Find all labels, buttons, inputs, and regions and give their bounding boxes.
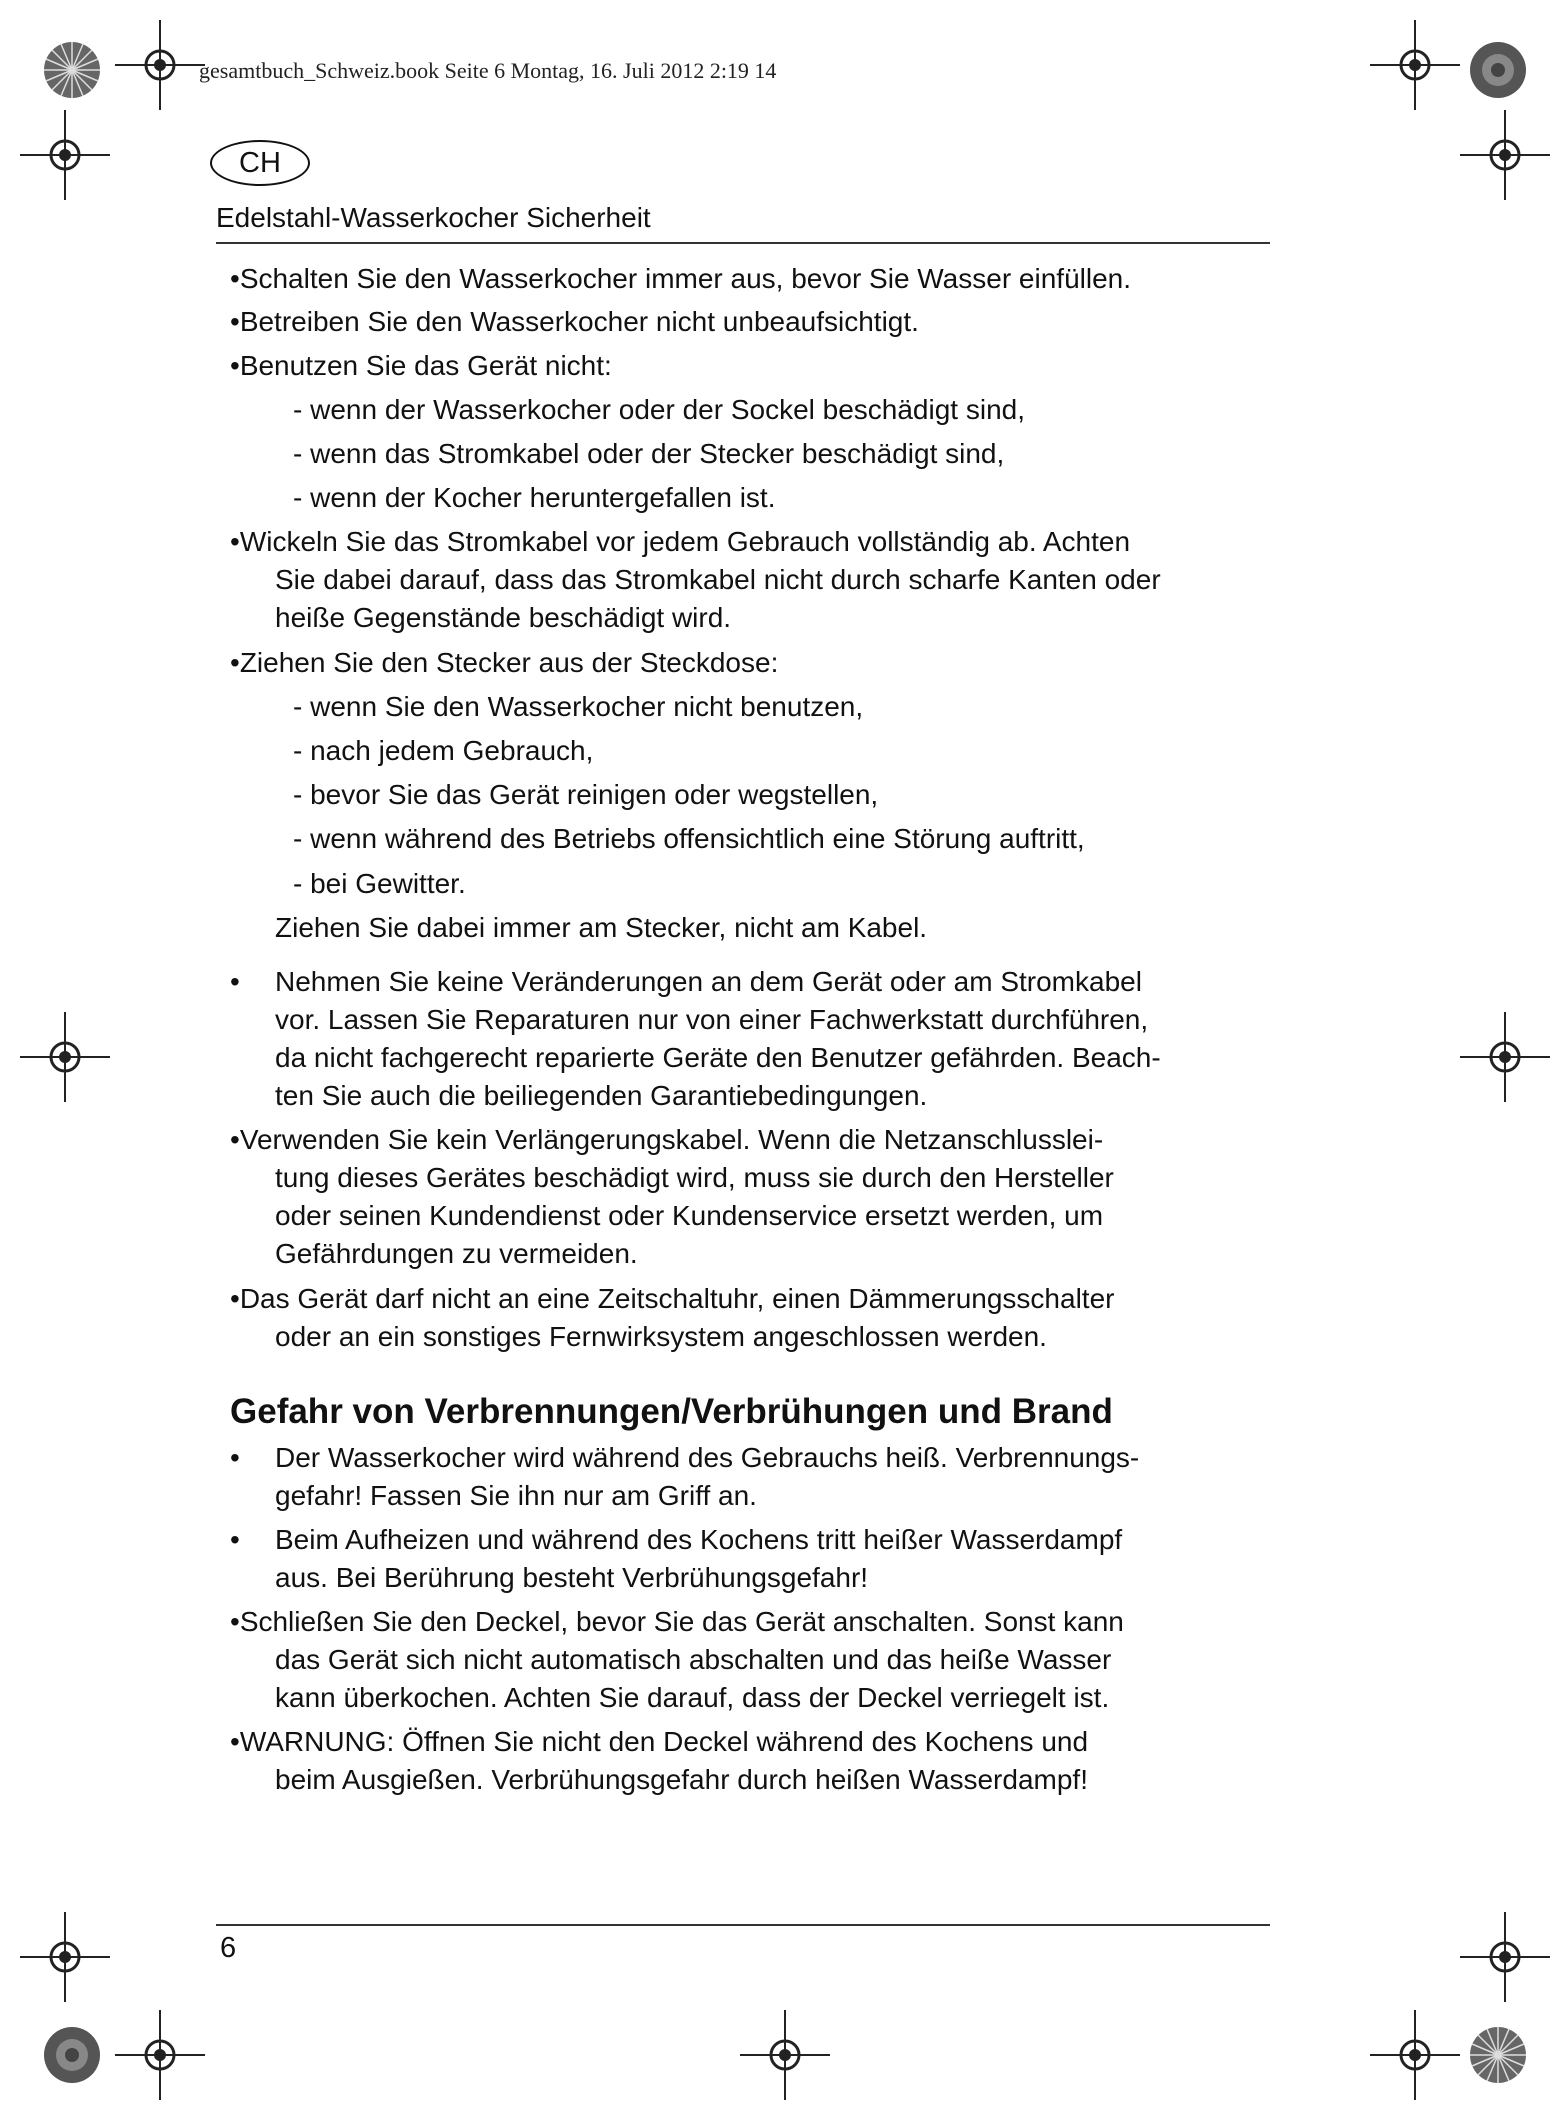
continuation-line: Ziehen Sie dabei immer am Stecker, nicht am Kabel. <box>275 912 928 943</box>
bullet-line: •Ziehen Sie den Stecker aus der Steckdose: <box>230 647 779 678</box>
bullet-text: Nehmen Sie keine Veränderungen an dem Gerät oder am Stromkabel <box>275 966 1142 997</box>
print-info-line: gesamtbuch_Schweiz.book Seite 6 Montag, 16. Juli 2012 2:19 14 <box>199 58 777 83</box>
continuation-line: da nicht fachgerecht reparierte Geräte den Benutzer gefährden. Beach- <box>275 1042 1161 1073</box>
sub-line: - nach jedem Gebrauch, <box>293 735 594 766</box>
registration-mark-icon <box>1460 1912 1550 2002</box>
registration-mark-icon <box>20 110 110 200</box>
continuation-line: Sie dabei darauf, dass das Stromkabel nicht durch scharfe Kanten oder <box>275 564 1161 595</box>
color-wheel-icon <box>1468 40 1528 100</box>
continuation-line: das Gerät sich nicht automatisch abschalten und das heiße Wasser <box>275 1644 1112 1675</box>
footer-rule <box>216 1924 1270 1926</box>
country-badge: CH <box>210 140 310 186</box>
registration-mark-icon <box>1370 2010 1460 2100</box>
bullet-text: Der Wasserkocher wird während des Gebrauchs heiß. Verbrennungs- <box>275 1442 1140 1473</box>
registration-mark-icon <box>1460 1012 1550 1102</box>
bullet-line: •Verwenden Sie kein Verlängerungskabel. Wenn die Netzanschlusslei- <box>230 1124 1104 1155</box>
bullet-line: •Benutzen Sie das Gerät nicht: <box>230 350 612 381</box>
registration-mark-icon <box>1460 110 1550 200</box>
color-wheel-icon <box>42 40 102 100</box>
color-wheel-icon <box>42 2025 102 2085</box>
sub-line: - bevor Sie das Gerät reinigen oder wegstellen, <box>293 779 879 810</box>
registration-mark-icon <box>115 20 205 110</box>
continuation-line: beim Ausgießen. Verbrühungsgefahr durch heißen Wasserdampf! <box>275 1764 1088 1795</box>
registration-mark-icon <box>740 2010 830 2100</box>
page-number: 6 <box>220 1932 237 1964</box>
color-wheel-icon <box>1468 2025 1528 2085</box>
bullet-line: •Wickeln Sie das Stromkabel vor jedem Gebrauch vollständig ab. Achten <box>230 526 1131 557</box>
continuation-line: ten Sie auch die beiliegenden Garantiebedingungen. <box>275 1080 928 1111</box>
sub-line: - wenn das Stromkabel oder der Stecker beschädigt sind, <box>293 438 1005 469</box>
continuation-line: oder seinen Kundendienst oder Kundenservice ersetzt werden, um <box>275 1200 1104 1231</box>
registration-mark-icon <box>20 1912 110 2002</box>
sub-line: - wenn der Wasserkocher oder der Sockel beschädigt sind, <box>293 394 1025 425</box>
bullet-line: •Schließen Sie den Deckel, bevor Sie das Gerät anschalten. Sonst kann <box>230 1606 1124 1637</box>
continuation-line: tung dieses Gerätes beschädigt wird, muss sie durch den Hersteller <box>275 1162 1114 1193</box>
registration-mark-icon <box>20 1012 110 1102</box>
bullet-line: • <box>230 1442 240 1473</box>
section-heading: Gefahr von Verbrennungen/Verbrühungen und Brand <box>230 1392 1113 1431</box>
registration-mark-icon <box>1370 20 1460 110</box>
bullet-text: Beim Aufheizen und während des Kochens tritt heißer Wasserdampf <box>275 1524 1123 1555</box>
sub-line: - wenn der Kocher heruntergefallen ist. <box>293 482 776 513</box>
continuation-line: heiße Gegenstände beschädigt wird. <box>275 602 732 633</box>
bullet-line: • <box>230 966 240 997</box>
sub-line: - wenn Sie den Wasserkocher nicht benutzen, <box>293 691 864 722</box>
continuation-line: oder an ein sonstiges Fernwirksystem angeschlossen werden. <box>275 1321 1047 1352</box>
bullet-line: •Schalten Sie den Wasserkocher immer aus, bevor Sie Wasser einfüllen. <box>230 263 1132 294</box>
page-header-title: Edelstahl-Wasserkocher Sicherheit <box>216 202 651 233</box>
bullet-line: •Das Gerät darf nicht an eine Zeitschaltuhr, einen Dämmerungsschalter <box>230 1283 1115 1314</box>
continuation-line: gefahr! Fassen Sie ihn nur am Griff an. <box>275 1480 757 1511</box>
continuation-line: Gefährdungen zu vermeiden. <box>275 1238 638 1269</box>
registration-mark-icon <box>115 2010 205 2100</box>
continuation-line: kann überkochen. Achten Sie darauf, dass der Deckel verriegelt ist. <box>275 1682 1110 1713</box>
continuation-line: vor. Lassen Sie Reparaturen nur von einer Fachwerkstatt durchführen, <box>275 1004 1149 1035</box>
bullet-line: •Betreiben Sie den Wasserkocher nicht unbeaufsichtigt. <box>230 306 919 337</box>
sub-line: - bei Gewitter. <box>293 868 466 899</box>
bullet-line: • <box>230 1524 240 1555</box>
bullet-line: •WARNUNG: Öffnen Sie nicht den Deckel während des Kochens und <box>230 1726 1089 1757</box>
sub-line: - wenn während des Betriebs offensichtlich eine Störung auftritt, <box>293 823 1085 854</box>
continuation-line: aus. Bei Berührung besteht Verbrühungsgefahr! <box>275 1562 869 1593</box>
